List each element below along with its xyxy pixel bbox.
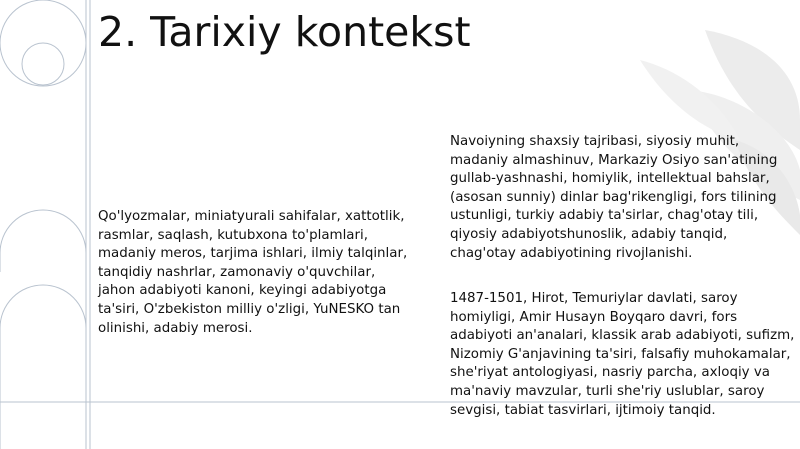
- right-bottom-text-block: 1487-1501, Hirot, Temuriylar davlati, saroy homiyligi, Amir Husayn Boyqaro davri, fors adabiyoti an'analari, klassik arab adabiyoti, sufizm, Nizomiy G'anjavining ta'siri, falsafiy muhokamalar, she'riyat antologiyasi, nasriy parcha, axloqiy va ma'naviy mavzular, turli she'riy uslublar, saroy sevgisi, tabiat tasvirlari, ijtimoiy tanqid.: [450, 291, 795, 418]
- slide-title: 2. Tarixiy kontekst: [98, 8, 471, 56]
- upper-arch-shape: [0, 210, 86, 272]
- right-top-text-block: Navoiyning shaxsiy tajribasi, siyosiy muhit, madaniy almashinuv, Markaziy Osiyo san'atining gullab-yashnashi, homiylik, intellektual bahslar, (asosan sunniy) dinlar bag'rikengligi, fors tilining ustunligi, turkiy adabiy ta'sirlar, chag'otay tili, qiyosiy adabiyotshunoslik, adabiy tanqid, chag'otay adabiyotining rivojlanishi.: [450, 134, 778, 261]
- inner-circle-shape: [22, 43, 64, 85]
- left-text-block: Qo'lyozmalar, miniatyurali sahifalar, xattotlik, rasmlar, saqlash, kutubxona to'plamlari, madaniy meros, tarjima ishlari, ilmiy talqinlar, tanqidiy nashrlar, zamonaviy o'quvchilar, jahon adabiyoti kanoni, keyingi adabiyotga ta'siri, O'zbekiston milliy o'zligi, YuNESKO tan olinishi, adabiy merosi.: [98, 209, 408, 336]
- lower-arch-shape: [0, 285, 86, 449]
